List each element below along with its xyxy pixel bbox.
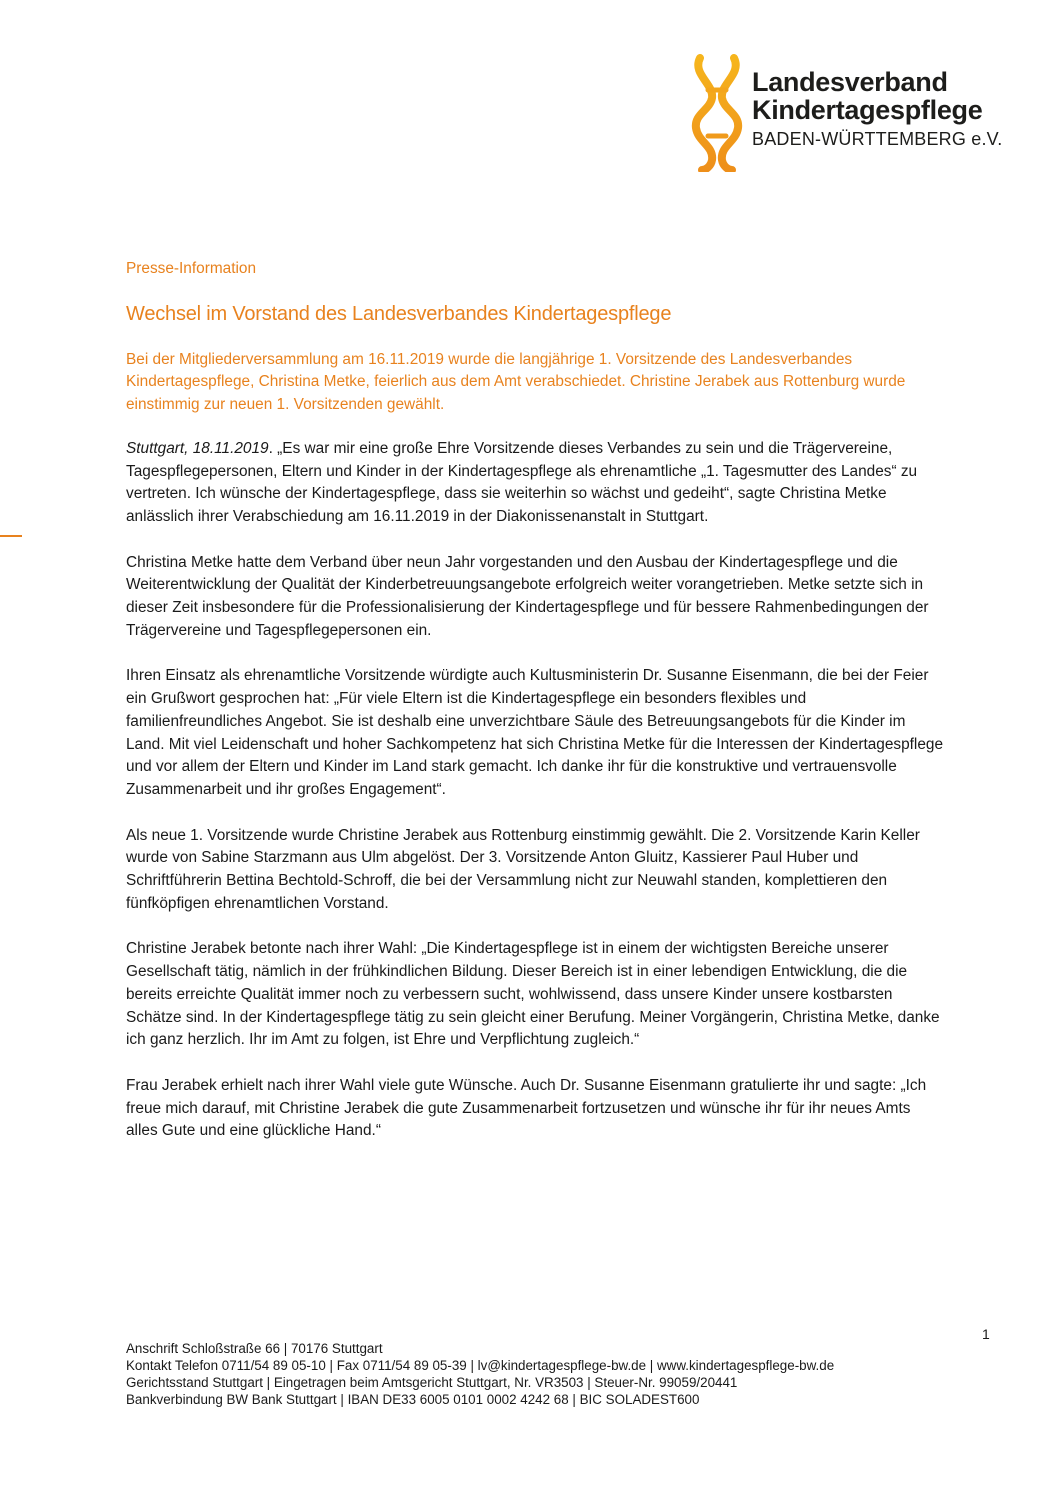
paragraph-2: Christina Metke hatte dem Verband über neun Jahr vorgestanden und den Ausbau der Kindertagespflege und die Weiterentwicklung der Qualität der Kinderbetreuungsangebote erfolgreich weiter vorangetrieben. Metke setzte sich in dieser Zeit insbesondere für die Professionalisierung der Kindertagespflege und für bessere Rahmenbedingungen der Trägervereine und Tagespflegepersonen ein. — [126, 553, 929, 639]
paragraph-1-text: . „Es war mir eine große Ehre Vorsitzende dieses Verbandes zu sein und die Trägervereine, Tagespflegepersonen, Eltern und Kinder in der Kindertagespflege als ehrenamtliche „1. Tagesmutter des Landes“ zu vertreten. Ich wünsche der Kindertagespflege, dass sie weiterhin so wächst und gedeiht“, sagte Christina Metke anlässlich ihrer Verabschiedung am 16.11.2019 in der Diakonissenanstalt in Stuttgart. — [126, 439, 918, 525]
logo-wordmark — [752, 68, 1002, 150]
press-release-body — [126, 258, 946, 1166]
footer-address: Anschrift Schloßstraße 66 | 70176 Stuttgart — [126, 1341, 383, 1356]
paragraph-4: Als neue 1. Vorsitzende wurde Christine Jerabek aus Rottenburg einstimmig gewählt. Die 2. Vorsitzende Karin Keller wurde von Sabine Starzmann aus Ulm abgelöst. Der 3. Vorsitzende Anton Gluitz, Kassierer Paul Huber und Schriftführerin Bettina Bechtold-Schroff, die bei der Versammlung nicht zur Neuwahl standen, komplettieren den fünfköpfigen ehrenamtlichen Vorstand. — [126, 826, 920, 912]
lead-paragraph: Bei der Mitgliederversammlung am 16.11.2019 wurde die langjährige 1. Vorsitzende des Landesverbandes Kindertagespflege, Christina Metke, feierlich aus dem Amt verabschiedet. Christine Jerabek aus Rottenburg wurde einstimmig zur neuen 1. Vorsitzenden gewählt. — [126, 350, 906, 414]
organization-logo — [690, 54, 1020, 174]
paragraph-5: Christine Jerabek betonte nach ihrer Wahl: „Die Kindertagespflege ist in einem der wichtigsten Bereiche unserer Gesellschaft tätig, nämlich in der frühkindlichen Bildung. Dieser Bereich ist in einer lebendigen Entwicklung, die die bereits erreichte Qualität immer noch zu verbessern sucht, wohlwissend, dass unsere Kinder unsere kostbarsten Schätze sind. In der Kindertagespflege tätig zu sein gleicht einer Berufung. Meiner Vorgängerin, Christina Metke, danke ich ganz herzlich. Ihr im Amt zu folgen, ist Ehre und Verpflichtung zugleich.“ — [126, 940, 940, 1049]
headline: Wechsel im Vorstand des Landesverbandes Kindertagespflege — [126, 302, 672, 325]
footer-registration: Gerichtsstand Stuttgart | Eingetragen beim Amtsgericht Stuttgart, Nr. VR3503 | Steuer-Nr. 99059/20441 — [126, 1375, 738, 1390]
document-type-label: Presse-Information — [126, 260, 257, 277]
page-number: 1 — [982, 1326, 990, 1342]
logo-line-region: BADEN-WÜRTTEMBERG e.V. — [752, 129, 1003, 149]
footer — [126, 1340, 946, 1408]
paragraph-1 — [126, 438, 946, 529]
fold-mark — [0, 535, 22, 537]
logo-line-landesverband: Landesverband — [752, 67, 948, 97]
footer-contact: Kontakt Telefon 0711/54 89 05-10 | Fax 0711/54 89 05-39 | lv@kindertagespflege-bw.de | www.kindertagespflege-bw.de — [126, 1358, 835, 1373]
footer-bank: Bankverbindung BW Bank Stuttgart | IBAN DE33 6005 0101 0002 4242 68 | BIC SOLADEST600 — [126, 1392, 700, 1407]
logo-emblem-icon — [690, 54, 746, 172]
paragraph-3: Ihren Einsatz als ehrenamtliche Vorsitzende würdigte auch Kultusministerin Dr. Susanne Eisenmann, die bei der Feier ein Grußwort gesprochen hat: „Für viele Eltern ist die Kindertagespflege ein besonders flexibles und familienfreundliches Angebot. Sie ist deshalb eine unverzichtbare Säule des Betreuungsangebots für die Kinder im Land. Mit viel Leidenschaft und hoher Sachkompetenz hat sich Christina Metke für die Interessen der Kindertagespflege und vor allem der Eltern und Kinder im Land stark gemacht. Ich danke ihr für die konstruktive und vertrauensvolle Zusammenarbeit und ihr großes Engagement“. — [126, 667, 944, 798]
dateline: Stuttgart, 18.11.2019 — [126, 439, 269, 457]
logo-line-kindertagespflege: Kindertagespflege — [752, 95, 983, 125]
paragraph-6: Frau Jerabek erhielt nach ihrer Wahl viele gute Wünsche. Auch Dr. Susanne Eisenmann gratulierte ihr und sagte: „Ich freue mich darauf, mit Christine Jerabek die gute Zusammenarbeit fortzusetzen und wünsche ihr für ihr neues Amts alles Gute und eine glückliche Hand.“ — [126, 1076, 927, 1140]
